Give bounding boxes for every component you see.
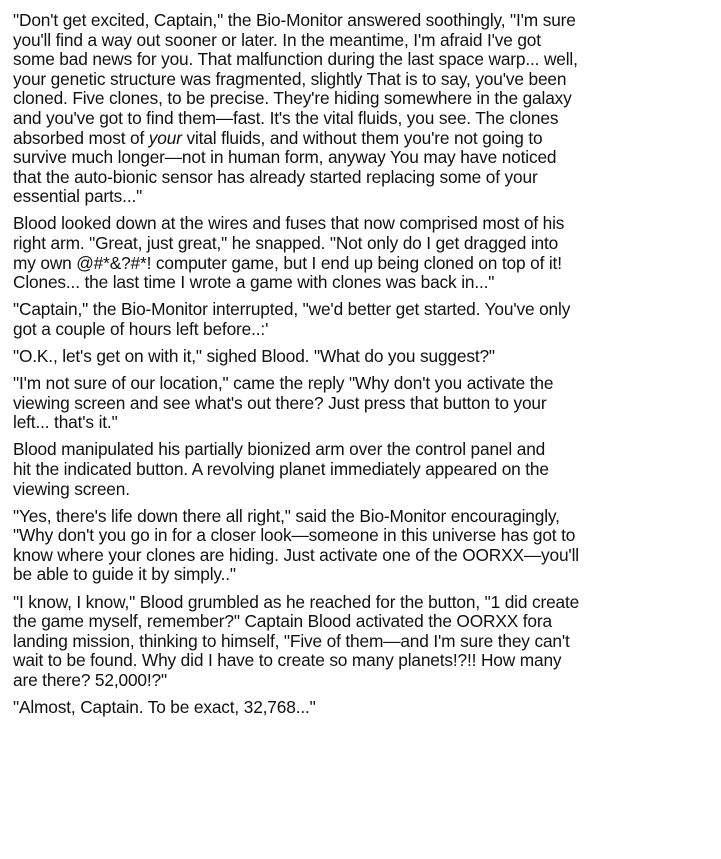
text-line: your genetic structure was fragmented, slightly That is to say, you've been bbox=[13, 68, 567, 89]
text-line: essential parts..." bbox=[13, 186, 143, 207]
text-line: Blood looked down at the wires and fuses that now comprised most of his bbox=[13, 213, 565, 234]
text-line: the game myself, remember?" Captain Blood activated the OORXX fora bbox=[13, 611, 552, 632]
paragraph-7 bbox=[13, 507, 711, 585]
text-line: Clones... the last time I wrote a game with clones was back in..." bbox=[13, 272, 495, 293]
text-line: right arm. "Great, just great," he snapped. "Not only do I get dragged into bbox=[13, 233, 559, 254]
text-line: know where your clones are hiding. Just activate one of the OORXX—you'll bbox=[13, 544, 579, 565]
text-line-with-emphasis bbox=[13, 129, 711, 149]
text-line: wait to be found. Why did I have to create so many planets!?!! How many bbox=[13, 650, 562, 671]
text-line: got a couple of hours left before..:' bbox=[13, 318, 269, 339]
paragraph-9 bbox=[13, 698, 711, 718]
paragraph-2 bbox=[13, 214, 711, 292]
paragraph-5 bbox=[13, 374, 711, 433]
text-segment: absorbed most of bbox=[13, 127, 149, 148]
text-line: and you've got to find them—fast. It's the vital fluids, you see. The clones bbox=[13, 107, 559, 128]
paragraph-6 bbox=[13, 440, 711, 499]
paragraph-1 bbox=[13, 11, 711, 207]
text-line: "Don't get excited, Captain," the Bio-Monitor answered soothingly, "I'm sure bbox=[13, 10, 576, 30]
text-line: landing mission, thinking to himself, "Five of them—and I'm sure they can't bbox=[13, 630, 570, 651]
text-line: "O.K., let's get on with it," sighed Blood. "What do you suggest?" bbox=[13, 346, 495, 366]
text-line: "Yes, there's life down there all right," said the Bio-Monitor encouragingly, bbox=[13, 505, 560, 526]
text-line: viewing screen and see what's out there? Just press that button to your bbox=[13, 392, 547, 413]
text-line: survive much longer—not in human form, anyway You may have noticed bbox=[13, 147, 557, 168]
emphasized-word: your bbox=[148, 127, 182, 148]
text-line: "Captain," the Bio-Monitor interrupted, "we'd better get started. You've only bbox=[13, 299, 571, 320]
text-line: "Almost, Captain. To be exact, 32,768..." bbox=[13, 697, 316, 717]
text-line: "Why don't you go in for a closer look—someone in this universe has got to bbox=[13, 525, 576, 546]
text-line: left... that's it." bbox=[13, 412, 118, 433]
text-line: viewing screen. bbox=[13, 478, 130, 499]
paragraph-4 bbox=[13, 347, 711, 367]
paragraph-3 bbox=[13, 300, 711, 339]
text-line: some bad news for you. That malfunction during the last space warp... well, bbox=[13, 49, 578, 70]
paragraph-8 bbox=[13, 593, 711, 691]
text-line: that the auto-bionic sensor has already started replacing some of your bbox=[13, 166, 538, 187]
text-line: hit the indicated button. A revolving planet immediately appeared on the bbox=[13, 458, 549, 479]
text-line: "I know, I know," Blood grumbled as he reached for the button, "1 did create bbox=[13, 591, 580, 612]
text-line: "I'm not sure of our location," came the reply "Why don't you activate the bbox=[13, 373, 554, 394]
text-line: Blood manipulated his partially bionized arm over the control panel and bbox=[13, 439, 546, 460]
text-line: you'll find a way out sooner or later. In the meantime, I'm afraid I've got bbox=[13, 29, 541, 50]
text-line: be able to guide it by simply.." bbox=[13, 564, 236, 585]
text-segment: vital fluids, and without them you're not going to bbox=[181, 127, 543, 148]
text-line: are there? 52,000!?" bbox=[13, 669, 167, 690]
text-line: my own @#*&?#*! computer game, but I end up being cloned on top of it! bbox=[13, 252, 562, 273]
text-line: cloned. Five clones, to be precise. They're hiding somewhere in the galaxy bbox=[13, 88, 572, 109]
